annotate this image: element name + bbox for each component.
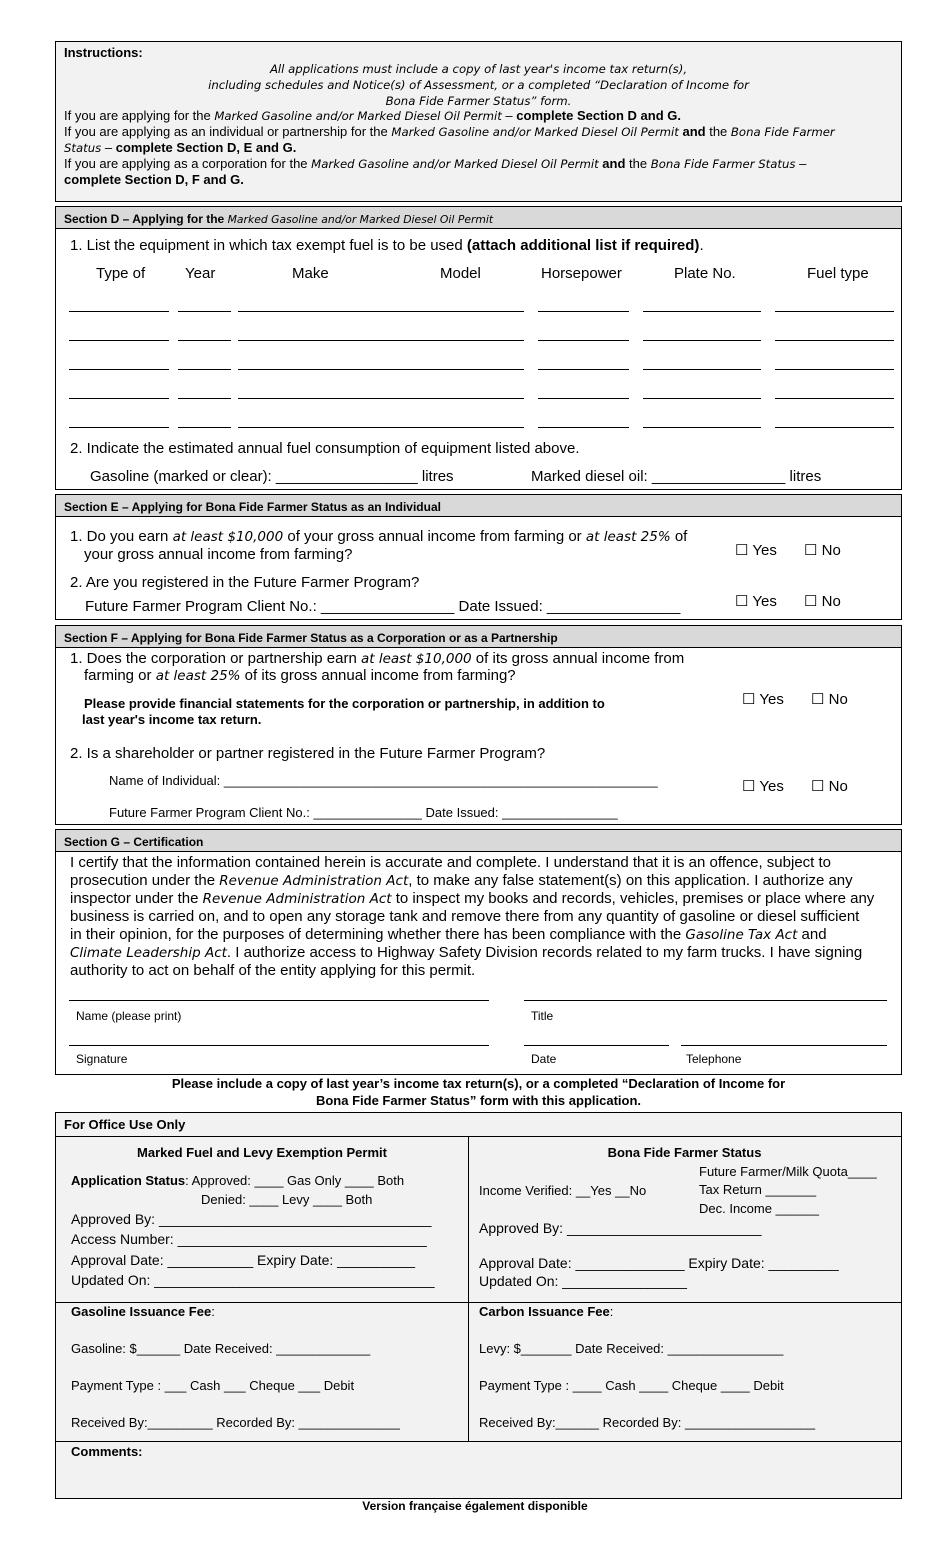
divider — [468, 1136, 469, 1442]
col-model: Model — [440, 265, 481, 282]
equipment-blank-line[interactable] — [775, 340, 894, 341]
section-d-q1: 1. List the equipment in which tax exempt fuel is to be used (attach additional list if required). — [70, 237, 704, 254]
equipment-blank-line[interactable] — [775, 398, 894, 399]
equipment-blank-line[interactable] — [775, 427, 894, 428]
carbon-received-by[interactable]: Received By:______ Recorded By: __________________ — [479, 1415, 816, 1430]
equipment-blank-line[interactable] — [538, 398, 629, 399]
application-status-line[interactable]: Application Status: Approved: ____ Gas Only ____ Both — [71, 1173, 405, 1188]
section-f-q2-no-checkbox[interactable]: ☐ No — [811, 778, 848, 795]
section-f-q1-no-checkbox[interactable]: ☐ No — [811, 691, 848, 708]
equipment-blank-line[interactable] — [178, 311, 231, 312]
telephone-line[interactable] — [681, 1045, 887, 1046]
section-f-note-2: last year's income tax return. — [82, 712, 262, 727]
col-horsepower: Horsepower — [541, 265, 622, 282]
divider — [56, 1302, 901, 1303]
quota-field[interactable]: Future Farmer/Milk Quota____ — [699, 1164, 877, 1179]
section-e — [55, 494, 902, 620]
equipment-blank-line[interactable] — [538, 311, 629, 312]
section-d — [55, 206, 902, 490]
section-e-q2-no-checkbox[interactable]: ☐ No — [804, 593, 841, 610]
gasoline-received-by[interactable]: Received By:_________ Recorded By: ______________ — [71, 1415, 400, 1430]
french-version-note: Version française également disponible — [362, 1499, 588, 1513]
certification-text: I certify that the information contained herein is accurate and complete. I understand that it is an offence, subject to prosecution under the Revenue Administration Act, to make any false statement(s) on this application. I authorize any inspector under the Revenue Administration Act to inspect my books and records, vehicles, premises or place where any business is carried on, and to open any storage tank and remove there from any quantity of gasoline or diesel sufficient in their opinion, for the purposes of determining whether there has been compliance with the Gasoline Tax Act and Climate Leadership Act. I authorize access to Highway Safety Division records related to my farm trucks. I have signing authority to act on behalf of the entity applying for this permit. — [70, 854, 875, 979]
equipment-blank-line[interactable] — [238, 369, 524, 370]
section-e-q1-yes-checkbox[interactable]: ☐ Yes — [735, 542, 777, 559]
equipment-blank-line[interactable] — [775, 311, 894, 312]
section-f-name-field[interactable]: Name of Individual: ____________________________________________________________ — [109, 773, 658, 788]
equipment-blank-line[interactable] — [238, 311, 524, 312]
gasoline-fee-title: Gasoline Issuance Fee: — [71, 1304, 215, 1319]
col-fuel-type: Fuel type — [807, 265, 869, 282]
tax-return-field[interactable]: Tax Return _______ — [699, 1182, 817, 1197]
gasoline-payment-type[interactable]: Payment Type : ___ Cash ___ Cheque ___ Debit — [71, 1378, 355, 1393]
diesel-consumption-field[interactable]: Marked diesel oil: ________________ litres — [531, 468, 822, 485]
tax-return-notice: Please include a copy of last year’s income tax return(s), or a completed “Declaration of Income for Bona Fide Farmer Status” form with this application. — [171, 1076, 786, 1108]
section-f-note-1: Please provide financial statements for the corporation or partnership, in addition to — [84, 696, 605, 711]
office-use-header: For Office Use Only — [64, 1117, 186, 1132]
section-e-header: Section E – Applying for Bona Fide Farmer Status as an Individual — [56, 495, 901, 517]
equipment-blank-line[interactable] — [178, 369, 231, 370]
section-d-q2: 2. Indicate the estimated annual fuel consumption of equipment listed above. — [70, 440, 580, 457]
equipment-blank-line[interactable] — [238, 398, 524, 399]
section-e-q1-cont: your gross annual income from farming? — [84, 546, 353, 563]
equipment-blank-line[interactable] — [643, 311, 761, 312]
equipment-blank-line[interactable] — [643, 340, 761, 341]
equipment-blank-line[interactable] — [178, 340, 231, 341]
section-e-q2-yes-checkbox[interactable]: ☐ Yes — [735, 593, 777, 610]
section-d-header: Section D – Applying for the Marked Gasoline and/or Marked Diesel Oil Permit — [56, 207, 901, 229]
section-f-q1-yes-checkbox[interactable]: ☐ Yes — [742, 691, 784, 708]
carbon-payment-type[interactable]: Payment Type : ____ Cash ____ Cheque ____ Debit — [479, 1378, 784, 1393]
divider — [56, 1136, 901, 1137]
col-type: Type of — [96, 265, 146, 282]
access-number-field[interactable]: Access Number: ________________________________ — [71, 1231, 427, 1247]
instructions-body: If you are applying for the Marked Gasoline and/or Marked Diesel Oil Permit – complete Section D and G. If you are applying as an individual or partnership for the Marked Gasoline and/or Marked Diesel Oil Permit and the Bona Fide Farmer Status – complete Section D, E and G. If you are applying as a corporation for the Marked Gasoline and/or Marked Diesel Oil Permit and the Bona Fide Farmer Status – complete Section D, F and G. — [64, 108, 835, 187]
income-verified-field[interactable]: Income Verified: __Yes __No — [479, 1183, 647, 1198]
section-e-q2: 2. Are you registered in the Future Farmer Program? — [70, 574, 420, 591]
r-updated-on-field[interactable]: Updated On: ________________ — [479, 1273, 687, 1289]
equipment-blank-line[interactable] — [69, 311, 169, 312]
section-g — [55, 829, 902, 1075]
gasoline-consumption-field[interactable]: Gasoline (marked or clear): _________________ litres — [90, 468, 454, 485]
section-f-q2: 2. Is a shareholder or partner registered in the Future Farmer Program? — [70, 745, 546, 762]
instructions-panel — [55, 41, 902, 202]
section-e-q1: 1. Do you earn at least $10,000 of your gross annual income from farming or at least 25% of — [70, 528, 688, 545]
title-label: Title — [531, 1009, 554, 1023]
date-line[interactable] — [524, 1045, 669, 1046]
section-e-client-no-field[interactable]: Future Farmer Program Client No.: ________________ Date Issued: ________________ — [85, 598, 681, 615]
col-plate: Plate No. — [674, 265, 736, 282]
approved-by-field[interactable]: Approved By: ___________________________________ — [71, 1211, 432, 1227]
signature-line[interactable] — [69, 1045, 489, 1046]
equipment-blank-line[interactable] — [178, 427, 231, 428]
telephone-label: Telephone — [686, 1052, 742, 1066]
name-print-label: Name (please print) — [76, 1009, 182, 1023]
name-print-line[interactable] — [69, 1000, 489, 1001]
updated-on-field[interactable]: Updated On: ____________________________________ — [71, 1272, 435, 1288]
equipment-blank-line[interactable] — [69, 427, 169, 428]
instructions-italic-note: All applications must include a copy of last year's income tax return(s), including schedules and Notice(s) of Assessment, or a completed “Declaration of Income for Bona Fide Farmer Status” form. — [208, 62, 749, 108]
equipment-blank-line[interactable] — [69, 340, 169, 341]
section-f-q2-yes-checkbox[interactable]: ☐ Yes — [742, 778, 784, 795]
equipment-blank-line[interactable] — [643, 398, 761, 399]
equipment-blank-line[interactable] — [69, 398, 169, 399]
approval-date-field[interactable]: Approval Date: ___________ Expiry Date: __________ — [71, 1252, 416, 1268]
denied-line[interactable]: Denied: ____ Levy ____ Both — [201, 1192, 373, 1207]
signature-label: Signature — [76, 1052, 128, 1066]
dec-income-field[interactable]: Dec. Income ______ — [699, 1201, 819, 1216]
office-use-panel — [55, 1112, 902, 1499]
section-f-q1: 1. Does the corporation or partnership earn at least $10,000 of its gross annual income from — [70, 650, 685, 667]
levy-fee-line[interactable]: Levy: $_______ Date Received: ________________ — [479, 1341, 784, 1356]
equipment-blank-line[interactable] — [238, 340, 524, 341]
equipment-blank-line[interactable] — [538, 427, 629, 428]
col-make: Make — [292, 265, 329, 282]
section-e-q1-no-checkbox[interactable]: ☐ No — [804, 542, 841, 559]
equipment-blank-line[interactable] — [538, 340, 629, 341]
equipment-blank-line[interactable] — [775, 369, 894, 370]
r-approved-by-field[interactable]: Approved By: _________________________ — [479, 1220, 762, 1236]
col-year: Year — [185, 265, 216, 282]
instructions-title: Instructions: — [64, 45, 143, 60]
carbon-fee-title: Carbon Issuance Fee: — [479, 1304, 614, 1319]
section-f-q1-cont: farming or at least 25% of its gross annual income from farming? — [84, 667, 516, 684]
equipment-blank-line[interactable] — [178, 398, 231, 399]
divider — [56, 1441, 901, 1442]
title-line[interactable] — [524, 1000, 887, 1001]
section-f — [55, 625, 902, 825]
r-approval-date-field[interactable]: Approval Date: ______________ Expiry Date: _________ — [479, 1255, 839, 1271]
section-f-header: Section F – Applying for Bona Fide Farmer Status as a Corporation or as a Partnership — [56, 626, 901, 648]
equipment-blank-line[interactable] — [238, 427, 524, 428]
gasoline-fee-line[interactable]: Gasoline: $______ Date Received: _____________ — [71, 1341, 371, 1356]
farmer-status-title: Bona Fide Farmer Status — [607, 1145, 762, 1160]
permit-title: Marked Fuel and Levy Exemption Permit — [137, 1145, 387, 1160]
equipment-blank-line[interactable] — [643, 369, 761, 370]
comments-label: Comments: — [71, 1444, 143, 1459]
equipment-blank-line[interactable] — [69, 369, 169, 370]
section-f-client-no-field[interactable]: Future Farmer Program Client No.: _______________ Date Issued: ________________ — [109, 805, 618, 820]
equipment-blank-line[interactable] — [643, 427, 761, 428]
equipment-blank-line[interactable] — [538, 369, 629, 370]
date-label: Date — [531, 1052, 557, 1066]
section-g-header: Section G – Certification — [56, 830, 901, 852]
